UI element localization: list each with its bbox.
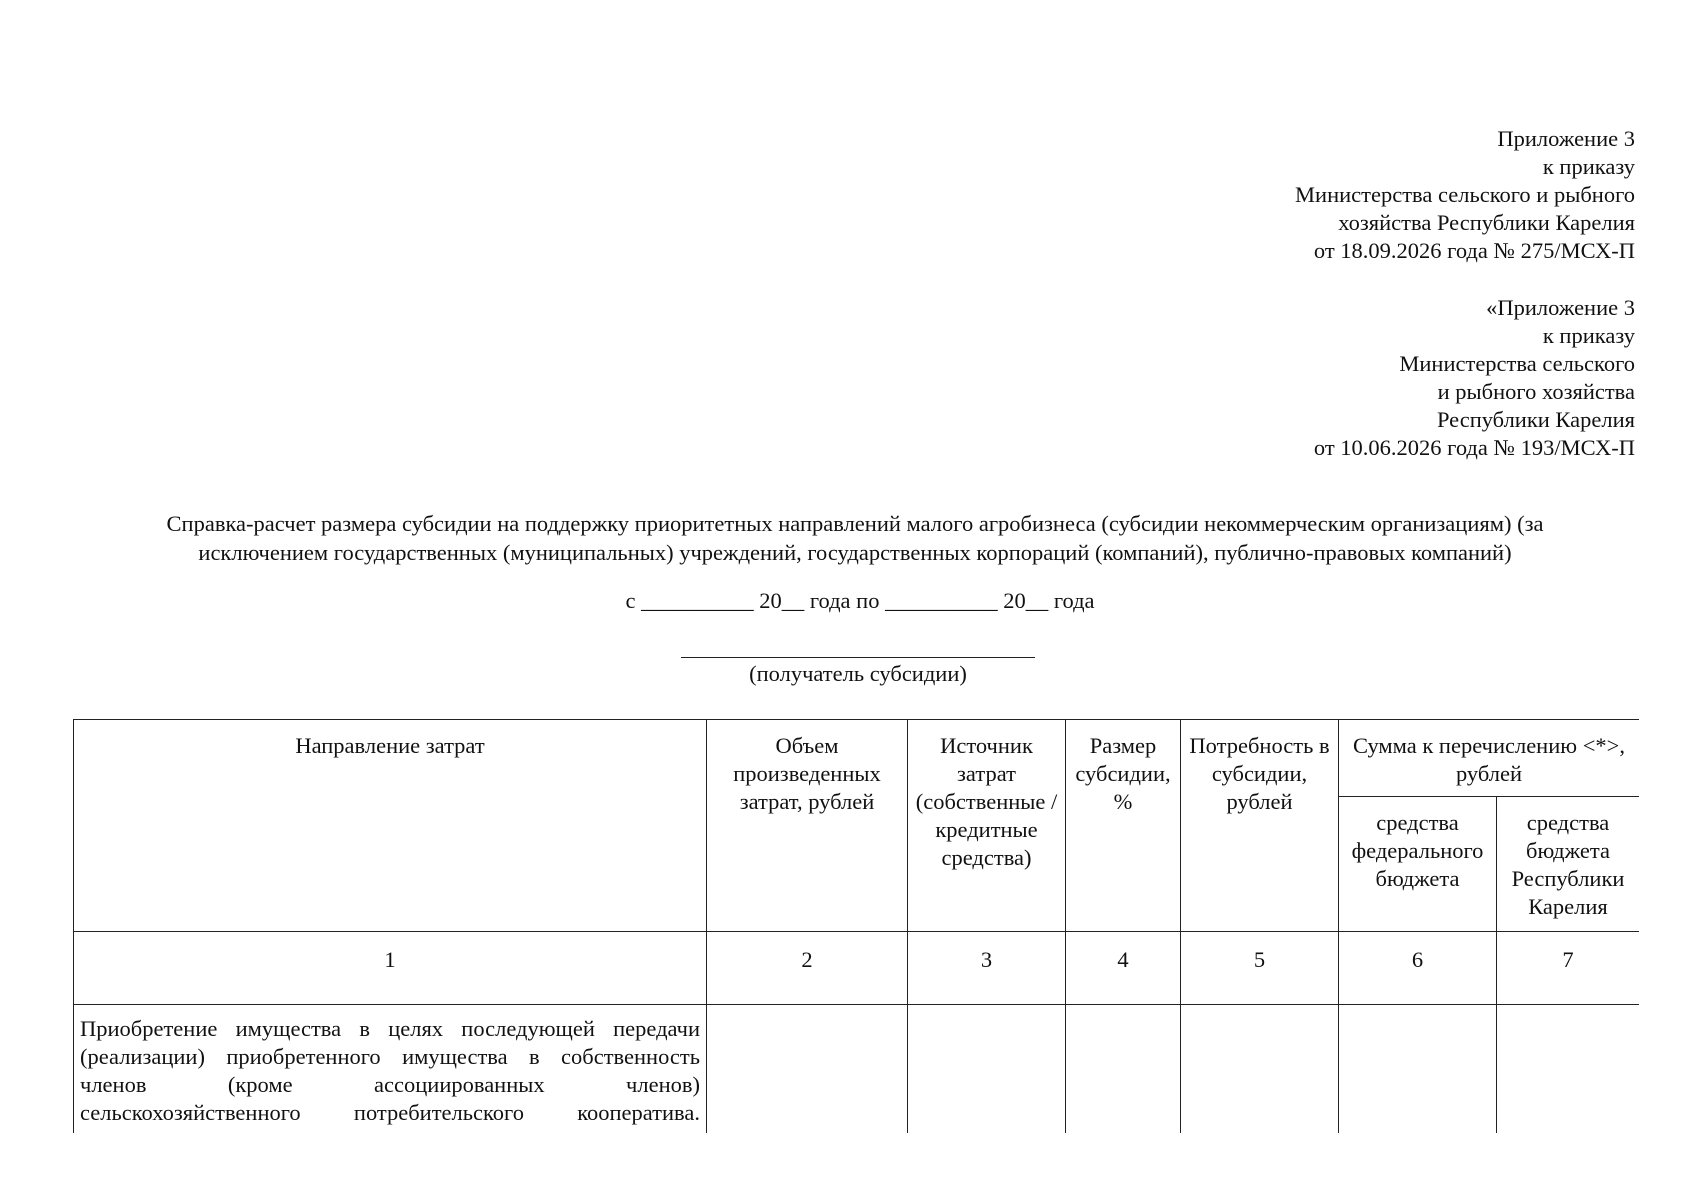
row-description bbox=[74, 1005, 707, 1134]
header-federal: средства федерального бюджета bbox=[1339, 797, 1497, 932]
column-number: 6 bbox=[1339, 932, 1497, 1005]
table-row bbox=[74, 1005, 1640, 1134]
calculation-table-wrapper bbox=[73, 719, 1639, 1133]
header-volume: Объем произведенных затрат, рублей bbox=[707, 720, 908, 932]
appendix-line: Приложение 3 bbox=[1497, 126, 1635, 151]
title-line: Справка-расчет размера субсидии на поддержку приоритетных направлений малого агробизнеса (субсидии некоммерческим организациям) (за bbox=[166, 511, 1544, 536]
subsidy-recipient bbox=[681, 657, 1035, 688]
description-line: Приобретение имущества в целях последующей передачи bbox=[80, 1016, 700, 1041]
appendix-line: к приказу bbox=[1542, 154, 1635, 179]
quoted-appendix-line: к приказу bbox=[1542, 323, 1635, 348]
recipient-blank-line bbox=[681, 657, 1035, 658]
appendix-line: от 18.09.2026 года № 275/МСХ-П bbox=[1313, 238, 1635, 263]
header-transfer: Сумма к перечислению <*>, рублей bbox=[1339, 720, 1640, 797]
quoted-appendix-line: Министерства сельского bbox=[1399, 351, 1635, 376]
header-need: Потребность в субсидии, рублей bbox=[1181, 720, 1339, 932]
column-number: 5 bbox=[1181, 932, 1339, 1005]
title-line: исключением государственных (муниципальных) учреждений, государственных корпораций (компаний), публично-правовых компаний) bbox=[198, 540, 1512, 565]
header-rate: Размер субсидии, % bbox=[1066, 720, 1181, 932]
appendix-line: Министерства сельского и рыбного bbox=[1295, 182, 1635, 207]
column-number: 4 bbox=[1066, 932, 1181, 1005]
column-number-row bbox=[74, 932, 1640, 1005]
period-text: с __________ 20__ года по __________ 20__ года bbox=[625, 588, 1095, 613]
quoted-appendix-header bbox=[1314, 294, 1635, 462]
quoted-appendix-line: от 10.06.2026 года № 193/МСХ-П bbox=[1313, 435, 1635, 460]
appendix-line: хозяйства Республики Карелия bbox=[1338, 210, 1635, 235]
quoted-appendix-line: Республики Карелия bbox=[1436, 407, 1635, 432]
empty-cell bbox=[908, 1005, 1066, 1134]
empty-cell bbox=[1497, 1005, 1640, 1134]
empty-cell bbox=[1339, 1005, 1497, 1134]
appendix-header bbox=[1295, 125, 1635, 265]
header-regional: средства бюджета Республики Карелия bbox=[1497, 797, 1640, 932]
header-direction: Направление затрат bbox=[74, 720, 707, 932]
recipient-label: (получатель субсидии) bbox=[749, 661, 967, 686]
description-line: членов (кроме ассоциированных членов) bbox=[80, 1072, 700, 1097]
empty-cell bbox=[1066, 1005, 1181, 1134]
empty-cell bbox=[707, 1005, 908, 1134]
column-number: 3 bbox=[908, 932, 1066, 1005]
column-number: 2 bbox=[707, 932, 908, 1005]
quoted-appendix-line: и рыбного хозяйства bbox=[1437, 379, 1635, 404]
empty-cell bbox=[1181, 1005, 1339, 1134]
description-line: сельскохозяйственного потребительского кооператива. bbox=[80, 1100, 700, 1125]
column-number: 7 bbox=[1497, 932, 1640, 1005]
description-line: (реализации) приобретенного имущества в собственность bbox=[80, 1044, 700, 1069]
quoted-appendix-line: «Приложение 3 bbox=[1486, 295, 1635, 320]
calculation-table bbox=[73, 719, 1639, 1133]
reporting-period bbox=[0, 587, 1697, 615]
table-header-row bbox=[74, 720, 1640, 797]
header-source: Источник затрат (собственные / кредитные средства) bbox=[908, 720, 1066, 932]
column-number: 1 bbox=[74, 932, 707, 1005]
document-title bbox=[90, 509, 1620, 567]
